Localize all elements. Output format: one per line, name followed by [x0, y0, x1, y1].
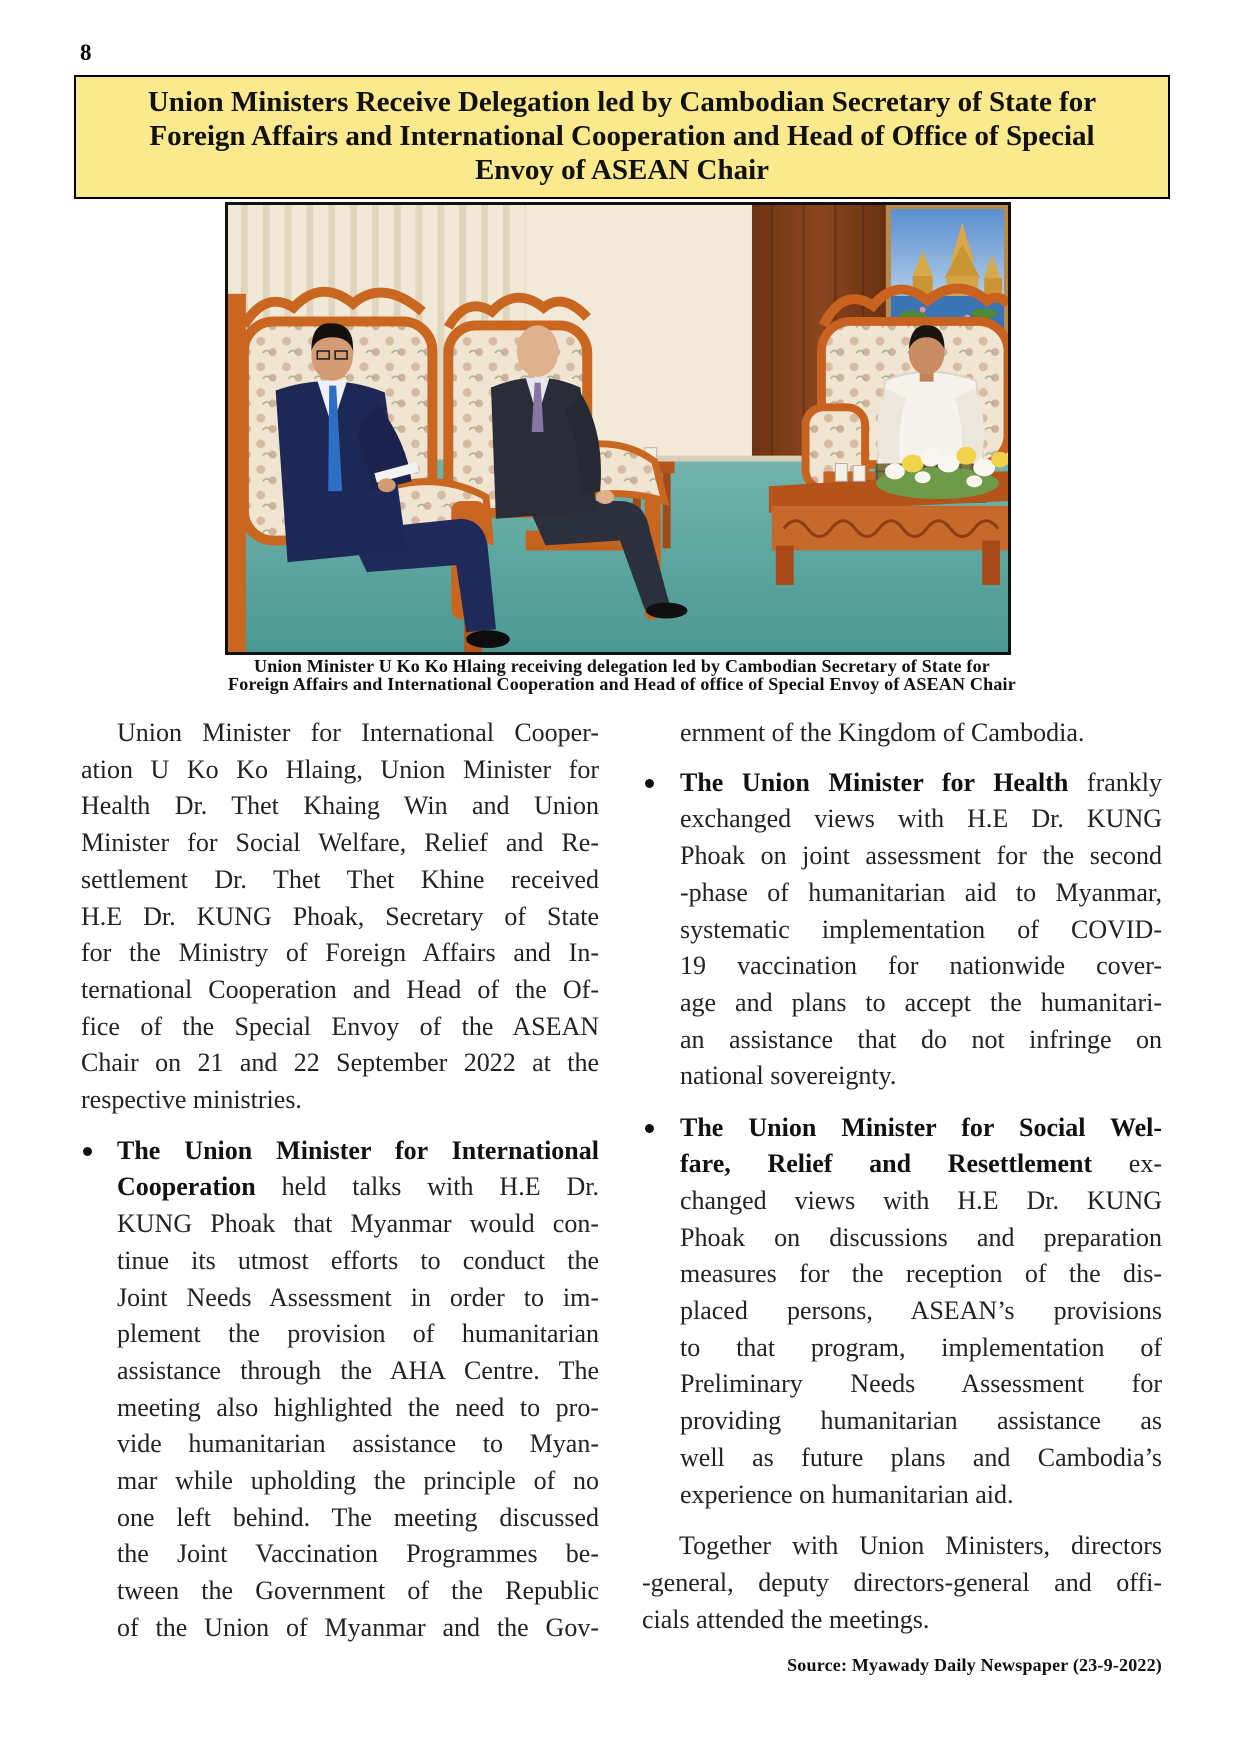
bullet-line: the Joint Vaccination Programmes be- — [117, 1539, 599, 1569]
closing-paragraph — [642, 1528, 1162, 1638]
bullet-line: tween the Government of the Republic — [117, 1576, 599, 1606]
bullet-line: well as future plans and Cambodia’s — [680, 1442, 1162, 1472]
bullet-lead-text: Cooperation — [117, 1172, 256, 1202]
bullet-line-text: ex- — [1092, 1149, 1162, 1179]
bullet-line: Phoak on joint assessment for the second — [680, 841, 1162, 871]
bullet-lead-text: The Union Minister for International — [117, 1135, 599, 1165]
intro-line: ation U Ko Ko Hlaing, Union Minister for — [81, 754, 599, 784]
bullet-health — [642, 765, 1162, 1095]
bullet-line: mar while upholding the principle of no — [117, 1466, 599, 1496]
bullet-social-welfare — [642, 1110, 1162, 1514]
caption-line: Union Minister U Ko Ko Hlaing receiving delegation led by Cambodian Secretary of State for — [254, 656, 990, 676]
bullet-line: Preliminary Needs Assessment for — [680, 1369, 1162, 1399]
bullet-line: exchanged views with H.E Dr. KUNG — [680, 804, 1162, 834]
photo-scene — [228, 205, 1008, 652]
bullet-line — [680, 1110, 1162, 1147]
bullet-line: age and plans to accept the humanitari- — [680, 987, 1162, 1017]
bullet-lead-text: fare, Relief and Resettlement — [680, 1149, 1093, 1179]
bullet-international-cooperation — [81, 1133, 599, 1647]
bullet-line — [680, 1146, 1162, 1183]
bullet-line: plement the provision of humanitarian — [117, 1319, 599, 1349]
left-column — [81, 715, 599, 1647]
closing-line: Together with Union Ministers, directors — [679, 1531, 1162, 1561]
bullet-line: Joint Needs Assessment in order to im- — [117, 1282, 599, 1312]
intro-paragraph — [81, 715, 599, 1119]
bullet-line: KUNG Phoak that Myanmar would con- — [117, 1209, 599, 1239]
bullet-line — [117, 1133, 599, 1170]
bullet-line: experience on humanitarian aid. — [680, 1479, 1014, 1509]
bullet-lead-text: The Union Minister for Social Wel- — [680, 1112, 1162, 1142]
intro-line: Union Minister for International Cooper- — [117, 718, 599, 747]
bullet-line-text: frankly — [1068, 767, 1162, 797]
photo-caption — [74, 657, 1170, 693]
bullet-line: placed persons, ASEAN’s provisions — [680, 1296, 1162, 1326]
right-column — [642, 715, 1162, 1638]
headline-line: Union Ministers Receive Delegation led by Cambodian Secretary of State for — [147, 86, 1097, 118]
bullet-line-text: held talks with H.E Dr. — [255, 1172, 599, 1202]
intro-line: for the Ministry of Foreign Affairs and In- — [81, 938, 599, 968]
bullet-line — [680, 765, 1162, 802]
bullet-line: one left behind. The meeting discussed — [117, 1502, 599, 1532]
bullet-line: meeting also highlighted the need to pro- — [117, 1392, 599, 1422]
intro-line: H.E Dr. KUNG Phoak, Secretary of State — [81, 901, 599, 931]
intro-line: settlement Dr. Thet Thet Khine received — [81, 864, 599, 894]
headline-line: Envoy of ASEAN Chair — [474, 154, 770, 186]
bullet-line: measures for the reception of the dis- — [680, 1259, 1162, 1289]
closing-line: cials attended the meetings. — [642, 1604, 930, 1634]
bullet-line: systematic implementation of COVID- — [680, 914, 1162, 944]
headline-line: Foreign Affairs and International Cooperation and Head of Office of Special — [149, 120, 1095, 152]
bullet-line: Phoak on discussions and preparation — [680, 1222, 1162, 1252]
bullet-line: assistance through the AHA Centre. The — [117, 1355, 599, 1385]
bullet-line — [117, 1169, 599, 1206]
bullet-line: of the Union of Myanmar and the Gov- — [117, 1612, 599, 1642]
bullet-line: national sovereignty. — [680, 1061, 897, 1091]
bullet-dot-icon — [83, 1147, 92, 1156]
source-credit: Source: Myawady Daily Newspaper (23-9-2022) — [787, 1655, 1162, 1675]
bullet-line: tinue its utmost efforts to conduct the — [117, 1245, 599, 1275]
closing-line: -general, deputy directors-general and offi- — [642, 1567, 1162, 1597]
intro-line: Health Dr. Thet Khaing Win and Union — [81, 791, 599, 821]
bullet-dot-icon — [645, 779, 654, 788]
bullet-dot-icon — [645, 1124, 654, 1133]
bullet-line: providing humanitarian assistance as — [680, 1406, 1162, 1436]
bullet-line: changed views with H.E Dr. KUNG — [680, 1185, 1162, 1215]
page-number: 8 — [80, 40, 92, 65]
bullet-line: ernment of the Kingdom of Cambodia. — [680, 718, 1085, 747]
bullet-line: -phase of humanitarian aid to Myanmar, — [680, 877, 1162, 907]
bullet-line: to that program, implementation of — [680, 1332, 1162, 1362]
intro-line: ternational Cooperation and Head of the Of- — [81, 974, 599, 1004]
intro-line: Minister for Social Welfare, Relief and Re- — [81, 828, 599, 858]
bullet-line: 19 vaccination for nationwide cover- — [680, 951, 1162, 981]
intro-line: fice of the Special Envoy of the ASEAN — [81, 1011, 599, 1041]
bullet-continuation — [642, 715, 1162, 752]
intro-line: Chair on 21 and 22 September 2022 at the — [81, 1048, 599, 1078]
headline-box — [74, 75, 1170, 199]
bullet-lead-text: The Union Minister for Health — [680, 767, 1069, 797]
bullet-line: vide humanitarian assistance to Myan- — [117, 1429, 599, 1459]
bullet-line: an assistance that do not infringe on — [680, 1024, 1162, 1054]
caption-line: Foreign Affairs and International Cooperation and Head of office of Special Envoy of ASEAN Chair — [228, 674, 1016, 694]
intro-line: respective ministries. — [81, 1085, 302, 1115]
news-photo — [225, 202, 1011, 655]
